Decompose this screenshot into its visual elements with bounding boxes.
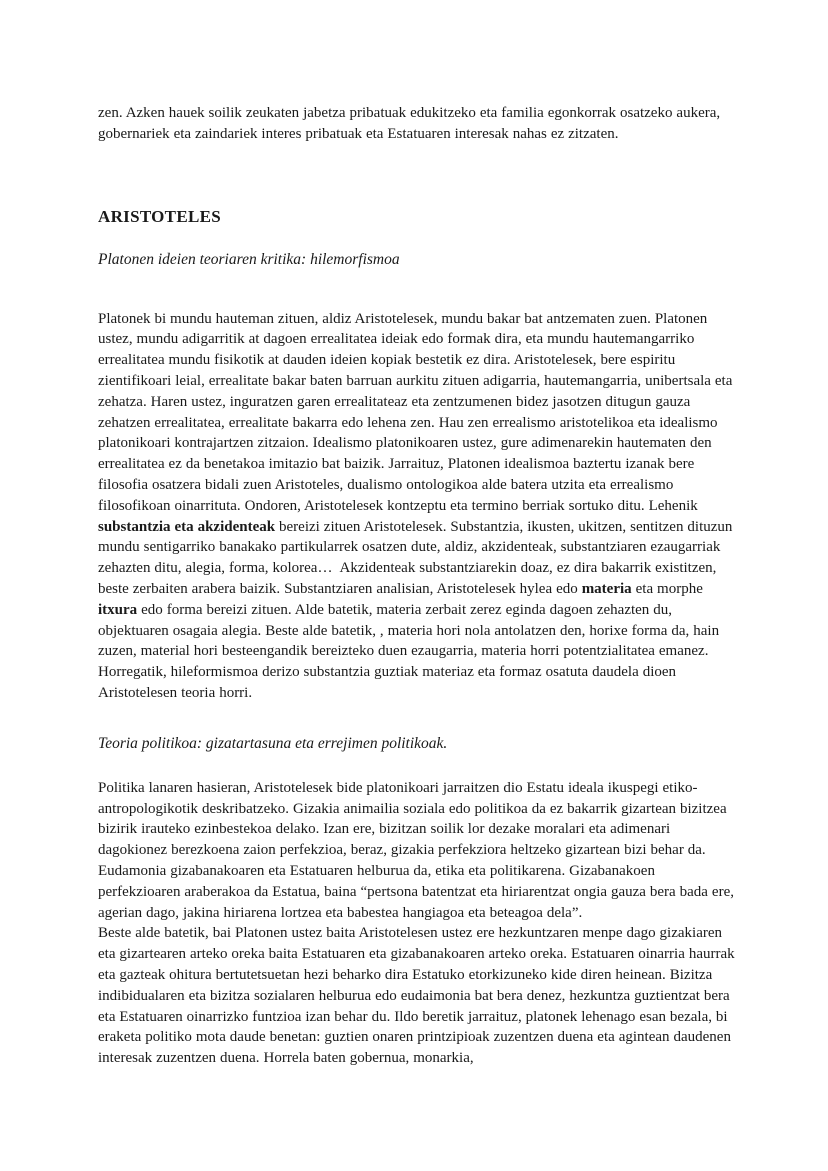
paragraph-hilemorfismoa bbox=[98, 309, 738, 704]
intro-paragraph: zen. Azken hauek soilik zeukaten jabetza pribatuak edukitzeko eta familia egonkorrak osatzeko aukera, gobernariek eta zaindariek interes pribatuak eta Estatuaren interesak nahas ez zitzaten. bbox=[98, 105, 721, 142]
paragraph-politika-lehena: Politika lanaren hasieran, Aristotelesek bide platonikoari jarraitzen dio Estatu ideala ikuspegi etiko-antropologikotik deskribatzeko. Gizakia animailia soziala edo politikoa da ez bakarrik gizartean bizitzea bizirik irauteko ezinbestekoa delako. Izan ere, bizitzan soilik lor dezake moralari eta adimenari dagokionez berezkoena zaion perfekzioa, beraz, gizakia perfekziora heltzeko gizartean bizi behar da. Eudamonia gizabanakoaren eta Estatuaren helburua da, etika eta politikarena. Gizabanakoen perfekzioaren araberakoa da Estatua, baina “pertsona batentzat eta hiriarentzat ongia gauza bera bada ere, agerian dago, jakina hiriarena lortzea eta babestea hangiagoa eta beteagoa dela”. bbox=[98, 779, 734, 921]
text-run: eta morphe bbox=[631, 580, 703, 597]
bold-term-substantzia-akzidenteak: substantzia eta akzidenteak bbox=[98, 518, 276, 535]
text-run: bereizi zituen Aristotelesek. Substantzia, ikusten, ukitzen, sentitzen dituzun mundu sentigarriko banakako partikularrek osatzen dute, aldiz, akzidenteak, substantziaren ezaugarriak zehazten ditu, alegia, forma, kolorea… Akzidenteak substantziarekin doaz, ez dira bakarrik existitzen, beste zerbaiten arabera baizik. Substantziaren analisian, Aristotelesek hylea edo bbox=[98, 518, 733, 597]
bold-term-materia: materia bbox=[581, 580, 632, 597]
paragraph-politika-bigarrena: Beste alde batetik, bai Platonen ustez baita Aristotelesen ustez ere hezkuntzaren menpe dago gizakiaren eta gizartearen arteko oreka baita Estatuaren eta gizabanakoaren arteko oreka. Estatuaren oinarria haurrak eta gazteak ohitura bertutetsuetan hezi beharko dira Estatuko etorkizuneko kide diren heinean. Bizitza indibidualaren eta bizitza sozialaren helburua edo eudaimonia bat bera denez, hezkuntza guztientzat bera eta Estatuaren oinarrizko funtzioa izan behar du. Ildo beretik jarraituz, platonek lehenago esan bezala, bi eraketa politiko mota daude benetan: guztien onaren printzipioak zuzentzen duena eta agintean daudenen interesak zuzentzen duena. Horrela baten gobernua, monarkia, bbox=[98, 925, 735, 1067]
subtitle-teoria-politikoa: Teoria politikoa: gizatartasuna eta errejimen politikoak. bbox=[98, 734, 448, 752]
text-run: Platonek bi mundu hauteman zituen, aldiz Aristotelesek, mundu bakar bat antzematen zuen. Platonen ustez, mundu adigarritik at dagoen errealitatea ideiak edo formak dira, eta mundu hautemangarriko errealitatea mundu fisikotik at dauden ideien kopiak bestetik ez dira. Aristotelesek, bere espiritu zientifikoari leial, errealitate bakar baten barruan aurkitu zituen adigarria, hautemangarria, unibertsala eta zehatza. Haren ustez, inguratzen garen errealitateaz eta zentzumenen bidez jasotzen ditugun gauza zehatzen errealitatea, errealitate bakarra edo lehena zen. Hau zen errealismo aristotelikoa eta idealismo platonikoari kontrajartzen zitzaion. Idealismo platonikoaren ustez, gure adimenarekin hautematen den errealitatea ez da benetakoa imitazio bat baizik. Jarraituz, Platonen idealismoa baztertu izanak bere filosofia osatzera bidali zuen Aristoteles, dualismo ontologikoa alde batera utzita eta errealismo filosofikoan oinarrituta. Ondoren, Aristotelesek kontzeptu eta termino berriak sortuko ditu. Lehenik bbox=[98, 310, 733, 514]
section-heading-aristoteles: ARISTOTELES bbox=[98, 206, 221, 226]
bold-term-itxura: itxura bbox=[98, 601, 138, 618]
subtitle-hilemorfismoa: Platonen ideien teoriaren kritika: hilemorfismoa bbox=[98, 250, 400, 268]
text-run: edo forma bereizi zituen. Alde batetik, materia zerbait zerez eginda dagoen zehazten du, objektuaren osagaia alegia. Beste alde batetik, , materia hori nola antolatzen den, horixe forma da, hain zuzen, material hori besteengandik bereizteko duen ezaugarria, materia horri potentzialitatea emanez. Horregatik, hileformismoa derizo substantzia guztiak materiaz eta formaz osatuta daudela dioen Aristotelesen teoria horri. bbox=[98, 601, 720, 701]
